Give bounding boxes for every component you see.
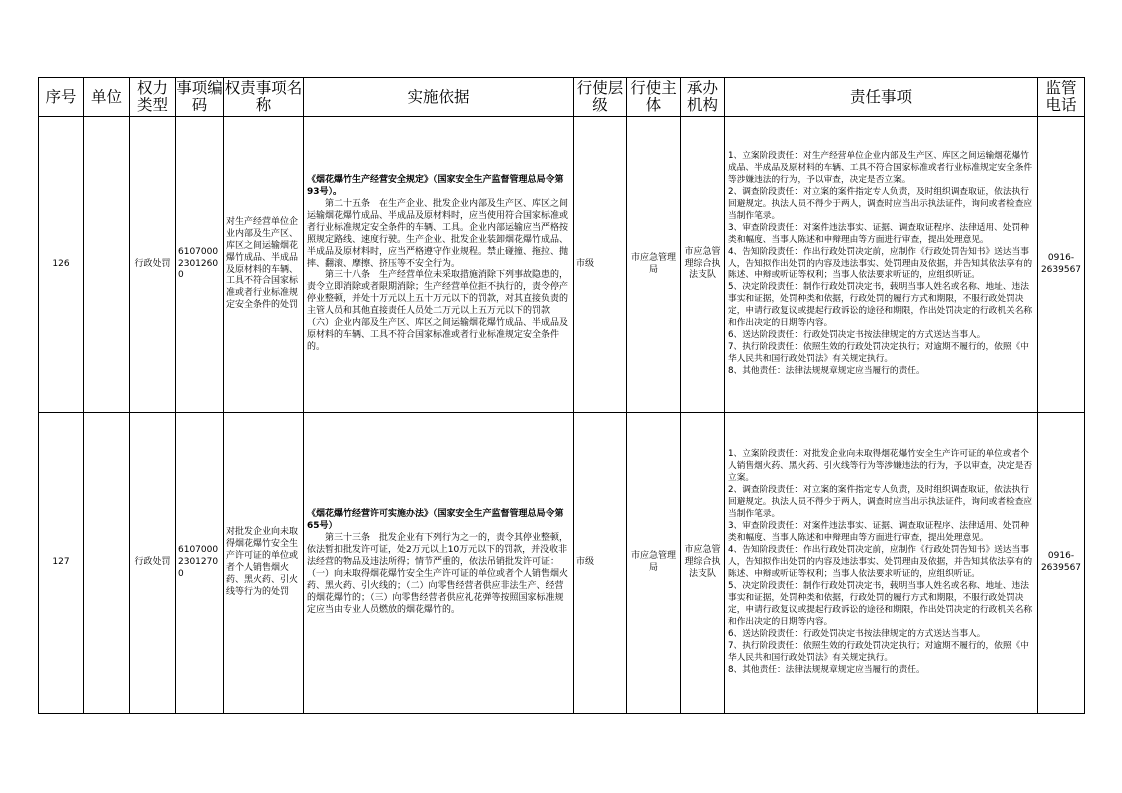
cell-item-name: 对生产经营单位企业内部及生产区、库区之间运输烟花爆竹成品、半成品及原材料的车辆、工具不符合国家标准或者行业标准规定安全条件的处罚 (224, 117, 304, 413)
cell-level: 市级 (574, 413, 627, 714)
power-responsibility-table (38, 77, 1085, 714)
basis-title: 《烟花爆竹生产经营安全规定》（国家安全生产监督管理总局令第93号）。 (307, 175, 564, 198)
cell-power-type: 行政处罚 (130, 117, 176, 413)
header-item-name: 权责事项名称 (224, 78, 304, 117)
cell-duty (725, 117, 1038, 413)
duty-item: 5、决定阶段责任：制作行政处罚决定书，载明当事人姓名或名称、地址、违法事实和证据，处罚种类和依据，行政处罚的履行方式和期限，不服行政处罚决定，申请行政复议或提起行政诉讼的途径和期限，作出处罚决定的行政机关名称和作出决定的日期等内容。 (728, 282, 1033, 329)
duty-item: 4、告知阶段责任：作出行政处罚决定前，应制作《行政处罚告知书》送达当事人，告知拟作出处罚的内容及违法事实、处罚理由及依据，并告知其依法享有的陈述、申辩或听证等权利；当事人依法要求听证的，应组织听证。 (728, 545, 1033, 579)
basis-paragraph: 第三十八条 生产经营单位未采取措施消除下列事故隐患的，责令立即消除或者限期消除；生产经营单位拒不执行的，责令停产停业整顿，并处十万元以上五十万元以下的罚款，对其直接负责的主管人员和其他直接责任人员处二万元以上五万元以下的罚款（六）企业内部及生产区、库区之间运输烟花爆竹成品、半成品及原材料的车辆、工具不符合国家标准或者行业标准规定安全条件的。 (307, 270, 569, 352)
cell-item-code: 610700023012700 (176, 413, 224, 714)
duty-item: 8、其他责任：法律法规规章规定应当履行的责任。 (728, 366, 925, 377)
header-level: 行使层级 (574, 78, 627, 117)
header-seq: 序号 (39, 78, 84, 117)
table-row (39, 413, 1085, 714)
cell-unit (84, 413, 130, 714)
cell-subject: 市应急管理局 (627, 117, 681, 413)
duty-item: 7、执行阶段责任：依照生效的行政处罚决定执行；对逾期不履行的，依照《中华人民共和国行政处罚法》有关规定执行。 (728, 640, 1029, 663)
cell-seq: 127 (39, 413, 84, 714)
duty-item: 1、立案阶段责任：对生产经营单位企业内部及生产区、库区之间运输烟花爆竹成品、半成品及原材料的车辆、工具不符合国家标准或者行业标准规定安全条件等涉嫌违法的行为，予以审查，决定是否立案。 (728, 150, 1033, 185)
duty-item: 6、送达阶段责任：行政处罚决定书按法律规定的方式送达当事人。 (728, 330, 986, 341)
duty-item: 3、审查阶段责任：对案件违法事实、证据、调查取证程序、法律适用、处罚种类和幅度、当事人陈述和申辩理由等方面进行审查，提出处理意见。 (728, 222, 1029, 245)
header-unit: 单位 (84, 78, 130, 117)
cell-seq: 126 (39, 117, 84, 413)
header-duty: 责任事项 (725, 78, 1038, 117)
duty-item: 2、调查阶段责任：对立案的案件指定专人负责，及时组织调查取证，依法执行回避规定。执法人员不得少于两人，调查时应当出示执法证件，询问或者检查应当制作笔录。 (728, 485, 1033, 520)
basis-paragraph: 第三十三条 批发企业有下列行为之一的，责令其停业整顿，依法暂扣批发许可证，处2万元以上10万元以下的罚款，并没收非法经营的物品及违法所得；情节严重的，依法吊销批发许可证：（一）向未取得烟花爆竹安全生产许可证的单位或者个人销售烟火药、黑火药、引火线的；（二）向零售经营者供应非法生产、经营的烟花爆竹的；（三）向零售经营者供应礼花弹等按照国家标准规定应当由专业人员燃放的烟花爆竹的。 (307, 533, 569, 615)
cell-phone: 0916-2639567 (1038, 413, 1085, 714)
duty-item: 3、审查阶段责任：对案件违法事实、证据、调查取证程序、法律适用、处罚种类和幅度、当事人陈述和申辩理由等方面进行审查，提出处理意见。 (728, 521, 1029, 544)
basis-title: 《烟花爆竹经营许可实施办法》（国家安全生产监督管理总局令第65号） (307, 509, 564, 532)
header-row (39, 78, 1085, 117)
cell-level: 市级 (574, 117, 627, 413)
header-basis: 实施依据 (304, 78, 574, 117)
cell-phone: 0916-2639567 (1038, 117, 1085, 413)
duty-item: 8、其他责任：法律法规规章规定应当履行的责任。 (728, 664, 925, 675)
cell-unit (84, 117, 130, 413)
table-row (39, 117, 1085, 413)
cell-dept: 市应急管理综合执法支队 (681, 413, 725, 714)
cell-duty (725, 413, 1038, 714)
header-power-type: 权力类型 (130, 78, 176, 117)
duty-item: 6、送达阶段责任：行政处罚决定书按法律规定的方式送达当事人。 (728, 628, 986, 639)
duty-item: 1、立案阶段责任：对批发企业向未取得烟花爆竹安全生产许可证的单位或者个人销售烟火药、黑火药、引火线等行为等涉嫌违法的行为，予以审查，决定是否立案。 (728, 449, 1033, 484)
header-subject: 行使主体 (627, 78, 681, 117)
cell-item-name: 对批发企业向未取得烟花爆竹安全生产许可证的单位或者个人销售烟火药、黑火药、引火线等行为的处罚 (224, 413, 304, 714)
cell-dept: 市应急管理综合执法支队 (681, 117, 725, 413)
header-item-code: 事项编码 (176, 78, 224, 117)
cell-power-type: 行政处罚 (130, 413, 176, 714)
header-dept: 承办机构 (681, 78, 725, 117)
basis-paragraph: 第二十五条 在生产企业、批发企业内部及生产区、库区之间运输烟花爆竹成品、半成品及原材料时，应当使用符合国家标准或者行业标准规定安全条件的车辆、工具。企业内部运输应当严格按照规定路线、速度行驶。生产企业、批发企业装卸烟花爆竹成品、半成品及原材料时，应当严格遵守作业规程。禁止碰撞、拖拉、抛摔、翻滚、摩擦、挤压等不安全行为。 (307, 199, 569, 269)
duty-item: 7、执行阶段责任：依照生效的行政处罚决定执行；对逾期不履行的，依照《中华人民共和国行政处罚法》有关规定执行。 (728, 342, 1029, 365)
duty-item: 2、调查阶段责任：对立案的案件指定专人负责，及时组织调查取证，依法执行回避规定。执法人员不得少于两人，调查时应当出示执法证件，询问或者检查应当制作笔录。 (728, 186, 1033, 221)
cell-basis (304, 117, 574, 413)
cell-basis (304, 413, 574, 714)
duty-item: 4、告知阶段责任：作出行政处罚决定前，应制作《行政处罚告知书》送达当事人，告知拟作出处罚的内容及违法事实、处罚理由及依据，并告知其依法享有的陈述、申辩或听证等权利；当事人依法要求听证的，应组织听证。 (728, 246, 1033, 281)
header-phone: 监管电话 (1038, 78, 1085, 117)
cell-item-code: 610700023012600 (176, 117, 224, 413)
cell-subject: 市应急管理局 (627, 413, 681, 714)
duty-item: 5、决定阶段责任：制作行政处罚决定书，载明当事人姓名或名称、地址、违法事实和证据，处罚种类和依据，行政处罚的履行方式和期限，不服行政处罚决定，申请行政复议或提起行政诉讼的途径和期限，作出处罚决定的行政机关名称和作出决定的日期等内容。 (728, 580, 1033, 627)
